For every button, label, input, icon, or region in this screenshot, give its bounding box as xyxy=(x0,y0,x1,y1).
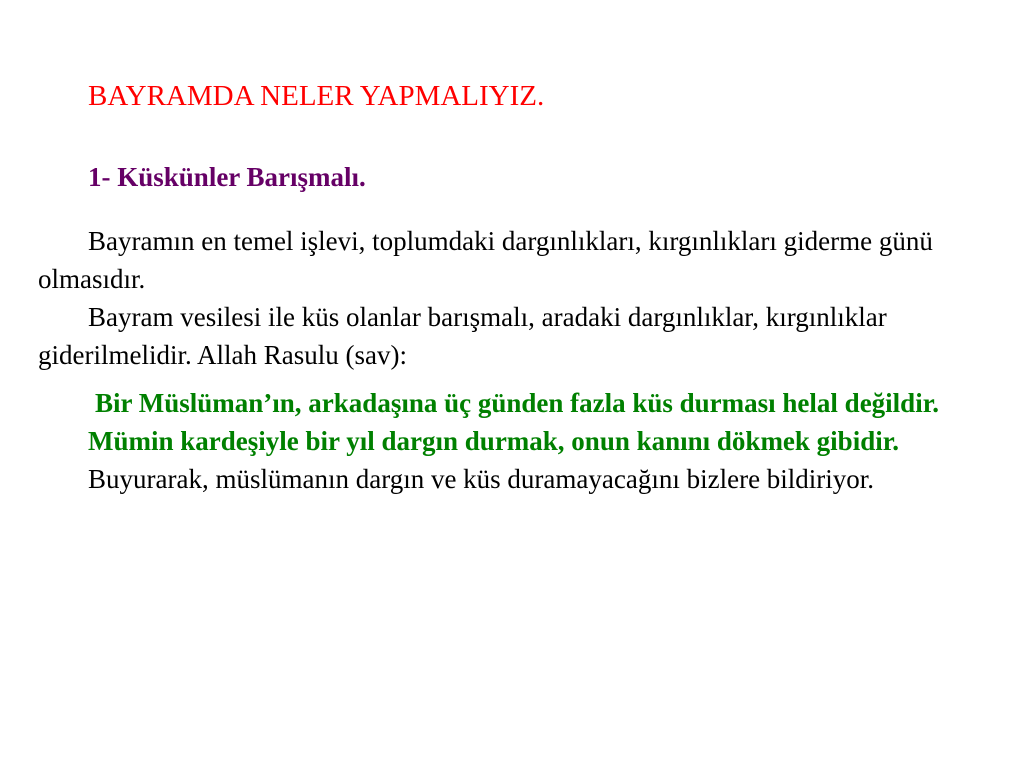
paragraph-reconcile: Bayram vesilesi ile küs olanlar barışmalı, aradaki dargınlıklar, kırgınlıklar giderilmelidir. Allah Rasulu (sav): xyxy=(38,302,887,370)
slide-body xyxy=(38,222,978,498)
hadith-quote-1: Bir Müslüman’ın, arkadaşına üç günden fazla küs durması helal değildir. xyxy=(95,388,939,418)
slide-title: BAYRAMDA NELER YAPMALIYIZ. xyxy=(88,80,545,112)
slide-subtitle: 1- Küskünler Barışmalı. xyxy=(88,162,366,192)
hadith-quote-2: Mümin kardeşiyle bir yıl dargın durmak, onun kanını dökmek gibidir. xyxy=(88,426,899,456)
paragraph-intro: Bayramın en temel işlevi, toplumdaki dargınlıkları, kırgınlıkları giderme günü olmasıdır. xyxy=(38,226,933,294)
paragraph-conclusion: Buyurarak, müslümanın dargın ve küs duramayacağını bizlere bildiriyor. xyxy=(88,464,875,494)
